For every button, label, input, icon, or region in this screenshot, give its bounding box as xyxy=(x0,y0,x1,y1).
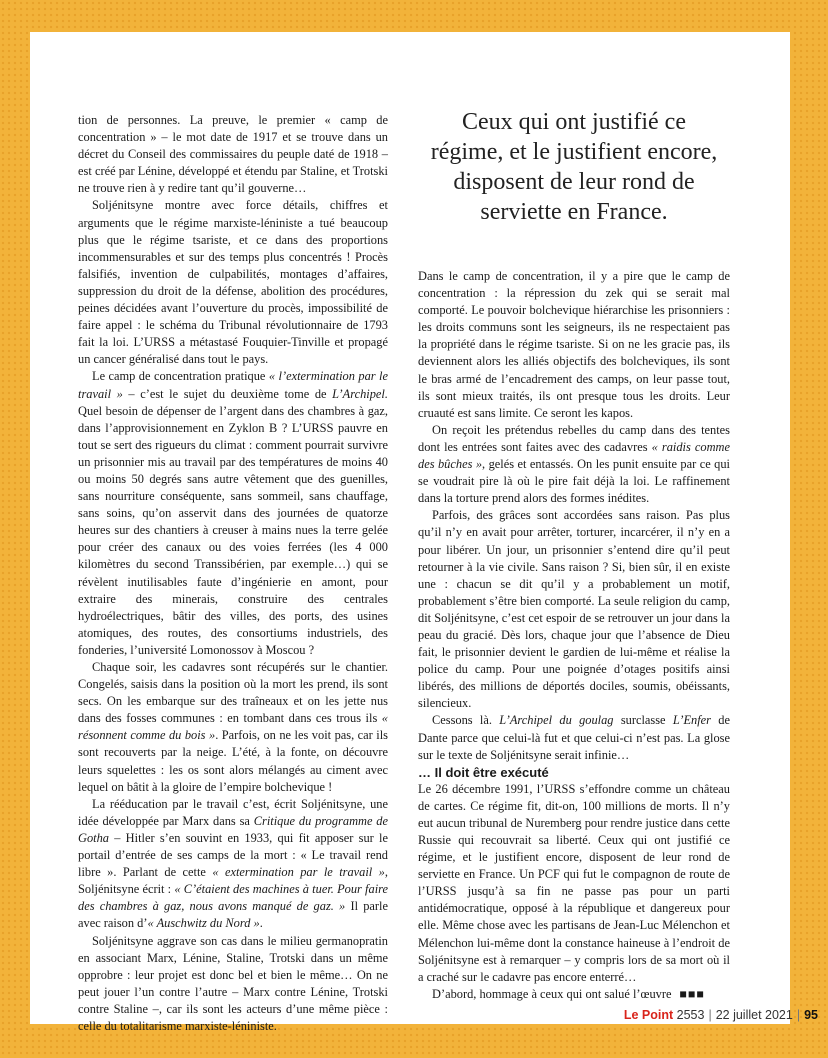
paragraph: Dans le camp de concentration, il y a pire que le camp de concentration : la répression du zek qui se serait mal comporté. Le pouvoir bolchevique hiérarchise les prisonniers : les droits communs sont les seigneurs, ils ne respectaient pas la propriété dans le régime tsariste. Si on ne les gracie pas, ils deviennent alors les alliés objectifs des bolcheviques, ils sont le bras armé de l’encadrement des camps, on leur passe tout, ils sont mieux traités, ils ont presque tous les droits. Leur cruauté est sans limite. Ce seront les kapos. xyxy=(418,269,730,420)
paragraph: tion de personnes. La preuve, le premier « camp de concentration » – le mot date de 1917 et se trouve dans un décret du Conseil des commissaires du peuple daté de 1918 – est créé par Lénine, développé et étendu par Staline, et Trotski ne trouve rien à y redire tant qu’il gouverne… xyxy=(78,113,388,196)
paragraph: Soljénitsyne montre avec force détails, chiffres et arguments que le régime marxiste-léniniste a tué beaucoup plus que le régime tsariste, et ce dans des proportions incommensurables et sur des temps plus concentrés ! Procès falsifiés, invention de culpabilités, montages d’affaires, suppression du droit de la défense, abolition des procédures, peines décidées avant l’ouverture du procès, impossibilité de faire appel : le schéma du Tribunal révolutionnaire de 1793 fait la loi. L’URSS a métastasé Fouquier-Tinville et propagé un cancer généralisé dans tout le pays. xyxy=(78,198,388,367)
pull-quote: Ceux qui ont justifié ce régime, et le justifient encore, disposent de leur rond de serviette en France. xyxy=(430,109,718,225)
issue-date: 22 juillet 2021 xyxy=(715,1008,793,1022)
paragraph: Le 26 décembre 1991, l’URSS s’effondre comme un château de cartes. Ce régime fit, dit-on, 100 millions de morts. Il n’y eut aucun tribunal de Nuremberg pour rendre justice dans cette Russie qui recouvrait sa liberté. Ceux qui ont justifié ce régime, et le justifient encore, disposent de leur rond de serviette en France. Un PCF qui fut le compagnon de route de l’URSS jusqu’à sa fin ne passe pas pour un parti antidémocratique, opposé à la république et dangereux pour elle. Même chose avec les partisans de Jean-Luc Mélenchon et Mélenchon lui-même dont la constance haineuse à l’endroit de Soljénitsyne est à remarquer – y compris lors de sa mort où il a craché sur le cadavre pas encore enterré… xyxy=(418,781,730,984)
issue-number: 2553 xyxy=(676,1008,705,1022)
section-subhead: … Il doit être exécuté xyxy=(418,764,549,780)
right-column xyxy=(418,268,730,1003)
left-column xyxy=(78,112,388,1035)
magazine-page xyxy=(30,32,790,1033)
magazine-name: Le Point xyxy=(623,1008,674,1022)
page-footer: Le Point 2553 | 22 juillet 2021 | 95 xyxy=(623,1008,818,1022)
page-number: 95 xyxy=(804,1008,818,1022)
paragraph: D’abord, hommage à ceux qui ont salué l’œuvre ■■■ xyxy=(432,986,705,1001)
paragraph: Chaque soir, les cadavres sont récupérés sur le chantier. Congelés, saisis dans la position où la mort les prend, ils sont secs. On les embarque sur des traîneaux et on les jette nus dans des fosses communes : en tombant dans ces trous ils « résonnent comme du bois ». Parfois, on ne les voit pas, car ils sont recouverts par la neige. L’été, à la fonte, on découvre leurs squelettes : les os sont alors mélangés au ciment avec lequel on bâtit à la gloire de l’empire bolchevique ! xyxy=(78,660,389,794)
paragraph: Soljénitsyne aggrave son cas dans le milieu germanopratin en associant Marx, Lénine, Staline, Trotski dans un même opprobre : leur projet est donc bel et bien le même… On ne peut jouer l’un contre l’autre – Marx contre Lénine, Trotski contre Staline –, car ils sont les acteurs d’une même pièce : celle du totalitarisme marxiste-léniniste. xyxy=(78,933,388,1033)
end-mark: ■■■ xyxy=(679,986,705,1001)
paragraph: La rééducation par le travail c’est, écrit Soljénitsyne, une idée développée par Marx dans sa Critique du programme de Gotha – Hitler s’en souvint en 1933, qui fit apposer sur le portail d’entrée de ses camps de la mort : « Le travail rend libre ». Parlant de cette « extermination par le travail », Soljénitsyne écrit : « C’étaient des machines à tuer. Pour faire des chambres à gaz, nous avons manqué de gaz. » Il parle avec raison d’« Auschwitz du Nord ». xyxy=(78,796,389,931)
paragraph: Le camp de concentration pratique « l’extermination par le travail » – c’est le sujet du deuxième tome de L’Archipel. Quel besoin de dépenser de l’argent dans des chambres à gaz, dans l’approvisionnement en Zyklon B ? L’URSS pauvre en tout se sert des rigueurs du climat : comment pourrait survivre un prisonnier mis au travail par des températures de moins 40 ou moins 50 degrés sans autre vêtement que des guenilles, sans nourriture conséquente, sans sommeil, sans chauffage, sans soins, qu’on asservit dans des journées de quatorze heures sur des chantiers à creuser à mains nues la terre gelée pour créer des canaux ou des voies ferrées (les 4 000 kilomètres du second Transsibérien, par exemple…) qui se révèlent inutilisables faute d’ingénierie en amont, pour extraire des minerais, construire des centrales hydroélectriques, bâtir des villes, des ports, des usines atomiques, des routes, des consortiums industriels, des fonderies, l’université Lomonossov à Moscou ? xyxy=(78,369,388,657)
paragraph: Parfois, des grâces sont accordées sans raison. Pas plus qu’il n’y en avait pour arrêter, torturer, incarcérer, il n’y en a pour libérer. Un jour, un prisonnier s’entend dire qu’il peut retourner à la vie civile. Sans raison ? Si, bien sûr, il en existe une : chacun se dit qu’il y a probablement un motif, probablement s’être bien comporté. La seule religion du camp, dit Soljénitsyne, c’est cet espoir de se retrouver un jour dans la peau du gracié. Dès lors, chaque jour que l’absence de Dieu fait, le prisonnier devient le gardien de lui-même et réalise la police du camp. Pour une poignée d’otages positifs ainsi libérés, des millions de déportés dociles, soumis, obéissants, silencieux. xyxy=(418,508,730,711)
paragraph: On reçoit les prétendus rebelles du camp dans des tentes dont les entrées sont faites avec des cadavres « raidis comme des bûches », gelés et entassés. On les punit ensuite par ce qui se voudrait pire là où le pire fait déjà la loi. Le raffinement dans la torture prend alors des formes inédites. xyxy=(418,422,730,506)
paragraph: Cessons là. L’Archipel du goulag surclasse L’Enfer de Dante parce que celui-là fut et que celui-ci n’est pas. La glose sur le texte de Soljénitsyne serait infinie… xyxy=(418,713,730,762)
